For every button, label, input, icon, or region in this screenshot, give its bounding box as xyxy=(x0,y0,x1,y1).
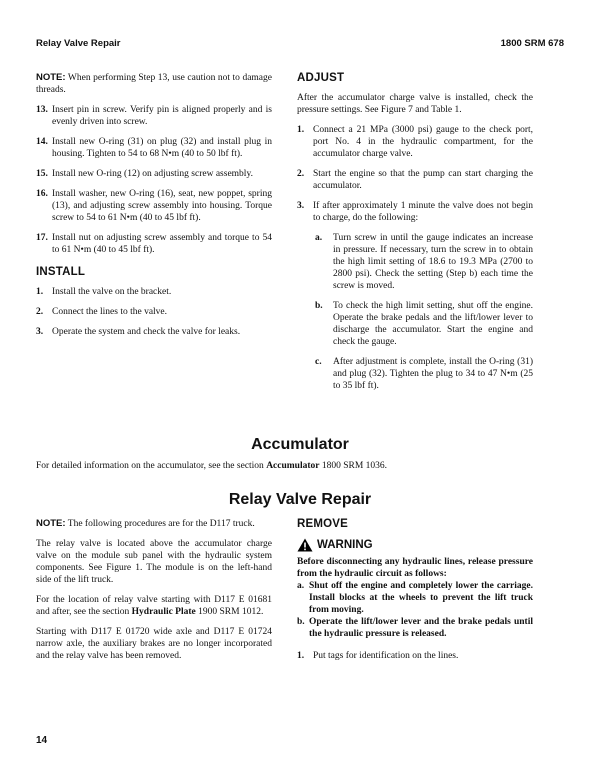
install-step-3 xyxy=(36,326,272,338)
step-number: 2. xyxy=(36,307,44,317)
step-text: Connect the lines to the valve. xyxy=(52,307,168,317)
step-text: Operate the system and check the valve for leaks. xyxy=(52,327,241,337)
relay-para-2 xyxy=(36,594,272,618)
relay-title: Relay Valve Repair xyxy=(228,491,372,508)
step-text: Install new O-ring (12) on adjusting screw assembly. xyxy=(52,169,253,179)
header-title: Relay Valve Repair xyxy=(36,38,121,49)
step-16 xyxy=(36,188,272,224)
step-text: If after approximately 1 minute the valve does not begin to charge, do the following: xyxy=(313,201,533,223)
step-number: 15. xyxy=(36,169,48,179)
step-number: 1. xyxy=(297,125,305,135)
step-text: Install nut on adjusting screw assembly and torque to 54 to 61 N•m (40 to 45 lbf ft). xyxy=(52,233,272,255)
warning-item-text: Operate the lift/lower lever and the brake pedals until the hydraulic pressure is released. xyxy=(309,617,533,639)
adjust-substep-a xyxy=(315,232,533,292)
step-15 xyxy=(36,168,272,180)
remove-heading: REMOVE xyxy=(297,518,349,530)
relay-note xyxy=(36,518,272,530)
install-step-1 xyxy=(36,286,272,298)
relay-left-column xyxy=(36,518,272,670)
remove-step-1 xyxy=(297,650,533,662)
substep-text: Turn screw in until the gauge indicates an increase in pressure. If necessary, turn the screw in to obtain the high limit setting of 18.6 to 19.3 MPa (2700 to 2800 psi). Check the setting (Step b) each time the screw is moved. xyxy=(333,233,533,291)
warning-item-a xyxy=(297,580,533,616)
adjust-substep-c xyxy=(315,356,533,392)
step-text: Install new O-ring (31) on plug (32) and install plug in housing. Tighten to 54 to 68 N•m (40 to 50 lbf ft). xyxy=(52,137,272,159)
substep-text: To check the high limit setting, shut off the engine. Operate the brake pedals and the lift/lower lever to discharge the accumulator. Start the engine and check the gauge. xyxy=(333,301,533,347)
para-bold-ref: Hydraulic Plate xyxy=(131,607,196,617)
warning-text: Before disconnecting any hydraulic lines, release pressure from the hydraulic circuit as follows: xyxy=(297,557,533,579)
warning-item-text: Shut off the engine and completely lower the carriage. Install blocks at the wheels to prevent the lift truck from moving. xyxy=(309,581,533,615)
install-heading: INSTALL xyxy=(36,266,86,278)
accumulator-paragraph xyxy=(36,460,564,472)
warning-label: WARNING xyxy=(317,539,373,551)
relay-para-1: The relay valve is located above the accumulator charge valve on the module sub panel with the hydraulic system components. See Figure 1. The module is on the left-hand side of the lift truck. xyxy=(36,539,272,585)
para-text-after: 1900 SRM 1012. xyxy=(195,607,264,617)
relay-para-3: Starting with D117 E 01720 wide axle and D117 E 01724 narrow axle, the auxiliary brakes are no longer incorporated and the relay valve has been removed. xyxy=(36,627,272,661)
accumulator-text-after: 1800 SRM 1036. xyxy=(319,461,388,471)
step-17 xyxy=(36,232,272,256)
step-number: 3. xyxy=(36,327,44,337)
header-doc-number: 1800 SRM 678 xyxy=(500,38,564,49)
warning-icon xyxy=(297,538,313,552)
page-header xyxy=(36,38,564,54)
warning-item-letter: b. xyxy=(297,617,305,627)
install-step-2 xyxy=(36,306,272,318)
right-column xyxy=(297,72,533,400)
step-text: Start the engine so that the pump can start charging the accumulator. xyxy=(313,169,533,191)
substep-letter: b. xyxy=(315,301,323,311)
note-label: NOTE: xyxy=(36,72,66,83)
step-text: Install the valve on the bracket. xyxy=(52,287,172,297)
substep-letter: c. xyxy=(315,357,322,367)
warning-item-letter: a. xyxy=(297,581,305,591)
adjust-step-2 xyxy=(297,168,533,192)
step-number: 13. xyxy=(36,105,48,115)
para-text-before: For the location of relay valve starting with D117 E 01681 and after, see the section xyxy=(36,595,272,617)
step-number: 14. xyxy=(36,137,48,147)
step-number: 3. xyxy=(297,201,305,211)
left-column xyxy=(36,72,272,346)
adjust-heading: ADJUST xyxy=(297,72,345,84)
warning-item-b xyxy=(297,616,533,640)
step-number: 1. xyxy=(36,287,44,297)
step-text: Connect a 21 MPa (3000 psi) gauge to the check port, port No. 4 in the hydraulic compartment, for the accumulator charge valve. xyxy=(313,125,533,159)
step-number: 2. xyxy=(297,169,305,179)
adjust-substep-b xyxy=(315,300,533,348)
accumulator-link-text: Accumulator xyxy=(266,461,320,471)
warning-header xyxy=(297,538,533,552)
step-number: 17. xyxy=(36,233,48,243)
note-text: When performing Step 13, use caution not to damage threads. xyxy=(36,73,272,95)
substep-text: After adjustment is complete, install the O-ring (31) and plug (32). Tighten the plug to 34 to 47 N•m (25 to 35 lbf ft). xyxy=(333,357,533,391)
step-text: Put tags for identification on the lines. xyxy=(313,651,459,661)
page-number: 14 xyxy=(36,735,48,746)
substep-letter: a. xyxy=(315,233,323,243)
step-number: 1. xyxy=(297,651,305,661)
adjust-step-1 xyxy=(297,124,533,160)
relay-right-column xyxy=(297,518,533,670)
step-13 xyxy=(36,104,272,128)
accumulator-text-before: For detailed information on the accumulator, see the section xyxy=(36,461,267,471)
step-14 xyxy=(36,136,272,160)
step-text: Insert pin in screw. Verify pin is aligned properly and is evenly driven into screw. xyxy=(52,105,272,127)
note-label: NOTE: xyxy=(36,518,66,529)
step-number: 16. xyxy=(36,189,48,199)
adjust-step-3 xyxy=(297,200,533,224)
note-text: The following procedures are for the D117 truck. xyxy=(67,519,255,529)
note-paragraph xyxy=(36,72,272,96)
step-text: Install washer, new O-ring (16), seat, new poppet, spring (13), and adjusting screw assembly into housing. Torque screw to 54 to 61 N•m (40 to 45 lbf ft). xyxy=(52,189,272,223)
adjust-intro: After the accumulator charge valve is installed, check the pressure settings. See Figure 7 and Table 1. xyxy=(297,93,533,115)
accumulator-title: Accumulator xyxy=(251,436,349,453)
